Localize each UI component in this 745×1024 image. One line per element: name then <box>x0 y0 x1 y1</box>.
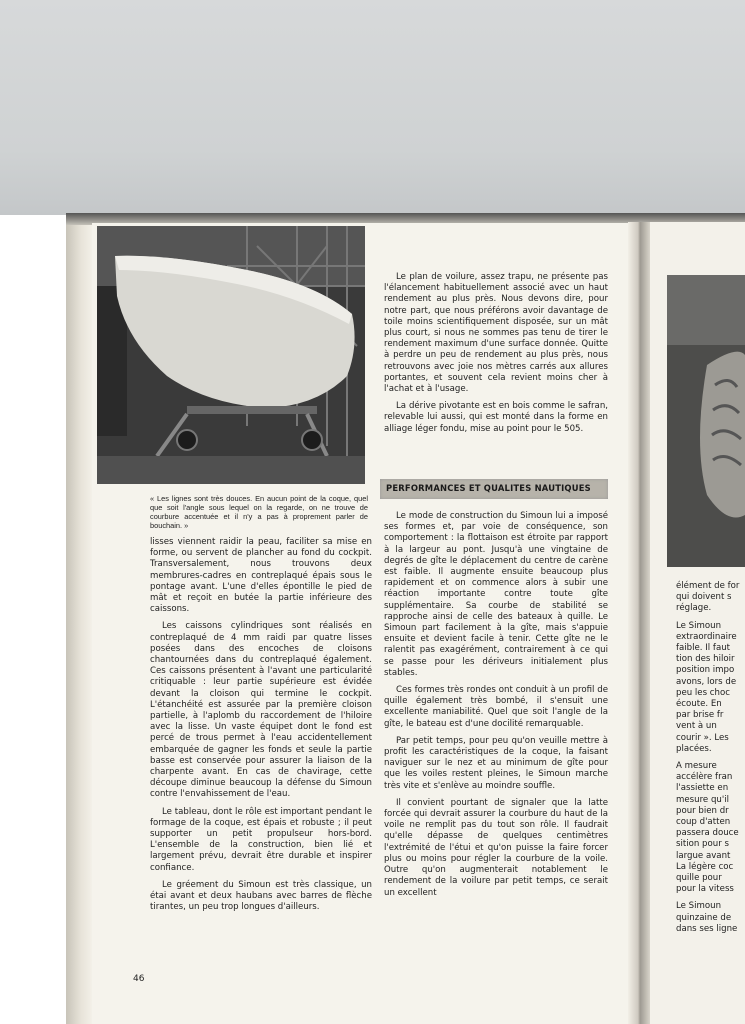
paragraph: La dérive pivotante est en bois comme le safran, relevable lui aussi, qui est monté dans la forme en alliage léger fondu, mise au point pour le 505. <box>384 401 608 434</box>
page-stack-edge <box>66 225 92 1024</box>
peek-line: passera douce <box>676 828 739 839</box>
peek-line: par brise fr <box>676 710 724 721</box>
photo-caption: « Les lignes sont très douces. En aucun point de la coque, quel que soit l'angle sous lequel on la regarde, on ne trouve de courbure accentuée et il n'y a pas à proprement parler de bouchain. » <box>150 494 368 530</box>
peek-line: dans ses ligne <box>676 923 738 934</box>
peek-line: avons, lors de <box>676 676 737 687</box>
peek-line: La légère coc <box>676 861 734 872</box>
peek-line: extraordinaire <box>676 631 737 642</box>
peek-line: qui doivent s <box>676 592 732 603</box>
peek-line: largue avant <box>676 850 731 861</box>
peek-line: pour la vitess <box>676 884 734 895</box>
right-column-bottom <box>384 511 608 905</box>
paragraph: Il convient pourtant de signaler que la latte forcée qui devrait assurer la courbure du haut de la voile ne remplit pas du tout son rôle. Il faudrait qu'elle dépasse de quelques centimètres l'extrémité de l'étui et qu'on puisse la faire forcer plus ou moins pour régler la courbure de la voile. Outre qu'on augmenterait notablement le rendement de la voilure par petit temps, ce serait un excellent <box>384 797 608 898</box>
peek-line: l'assiette en <box>676 783 729 794</box>
peek-line: réglage. <box>676 603 712 614</box>
paragraph: Par petit temps, pour peu qu'on veuille mettre à profit les caractéristiques de la coque, la faisant naviguer sur le nez et au minimum de gîte pour que les voiles restent pleines, le Simoun marche très vite et s'enlève au moindre souffle. <box>384 735 608 791</box>
peek-line: vent à un <box>676 721 717 732</box>
peek-line: peu les choc <box>676 687 730 698</box>
left-column <box>150 537 372 920</box>
peek-line: Le Simoun <box>676 620 722 631</box>
peek-line: accélère fran <box>676 772 733 783</box>
peek-line: pour bien dr <box>676 805 729 816</box>
peek-line: tion des hiloir <box>676 654 735 665</box>
paragraph: lisses viennent raidir la peau, faciliter sa mise en forme, ou servent de plancher au fond du cockpit. Transversalement, nous trouvons deux membrures-cadres en contreplaqué épais sous le pontage avant. L'une d'elles épontille le pied de mât et reçoit en butée la partie inférieure des caissons. <box>150 537 372 615</box>
peek-paragraph <box>676 761 745 895</box>
peek-line: Le Simoun <box>676 901 722 912</box>
peek-line: courir ». Les <box>676 732 729 743</box>
page-gutter <box>628 222 650 1024</box>
peek-paragraph <box>676 901 745 935</box>
peek-line: coup d'atten <box>676 817 731 828</box>
peek-line: quille pour <box>676 873 722 884</box>
peek-line: élément de for <box>676 581 740 591</box>
boat-hull-photo <box>97 226 365 484</box>
peek-line: écoute. En <box>676 699 722 710</box>
peek-line: placées. <box>676 743 712 754</box>
peek-line: position impo <box>676 665 735 676</box>
peek-paragraph <box>676 621 745 755</box>
scanner-background <box>0 0 745 215</box>
peek-line: A mesure <box>676 761 717 772</box>
peek-line: quinzaine de <box>676 912 732 923</box>
paragraph: Ces formes très rondes ont conduit à un profil de quille également très bombé, il s'ensuit une excellente maniabilité. Quel que soit l'angle de la gîte, le bateau est d'une docilité remarquable. <box>384 685 608 729</box>
peek-line: faible. Il faut <box>676 643 731 654</box>
paragraph: Les caissons cylindriques sont réalisés en contreplaqué de 4 mm raidi par quatre lisses posées dans des encoches de cloisons chantournées dans du contreplaqué également. Ces caissons présentent à l'avant une particularité critiquable : leur partie supérieure est évidée devant la cloison qui termine le cockpit. L'étanchéité est assurée par la première cloison partielle, à l'aplomb du raccordement de l'hiloire avec la lisse. Un vaste équipet dont le fond est percé de trous permet à l'eau accidentellement embarquée de gagner les fonds et seule la partie basse est conservée pour assurer la liaison de la charpente avant. En cas de chavirage, cette découpe diminue beaucoup la défense du Simoun contre l'envahissement de l'eau. <box>150 621 372 800</box>
right-page-text <box>676 581 745 941</box>
right-page-photo <box>667 275 745 567</box>
peek-paragraph <box>676 581 745 615</box>
section-heading <box>380 479 608 499</box>
paragraph: Le gréement du Simoun est très classique, un étai avant et deux haubans avec barres de flèche tirantes, un peu trop longues d'ailleurs. <box>150 879 372 913</box>
paragraph: Le plan de voilure, assez trapu, ne présente pas l'élancement habituellement associé avec un haut rendement au plus près. Nous devons dire, pour notre part, que nous préférons avoir davantage de toile moins scientifiquement disposée, sur un mât plus court, si nous ne sommes pas tenu de tirer le rendement maximum d'une surface donnée. Quitte à perdre un peu de rendement au plus près, nous retrouvons avec joie nos mètres carrés aux allures portantes, et souvent cela revient moins cher à l'achat et à l'usage. <box>384 272 608 395</box>
peek-line: mesure qu'il <box>676 794 729 805</box>
section-heading-text: PERFORMANCES ET QUALITES NAUTIQUES <box>386 483 591 493</box>
paragraph: Le tableau, dont le rôle est important pendant le formage de la coque, est épais et robuste ; il peut supporter un petit propulseur hors-bord. L'ensemble de la construction, bien lié et largement prévu, devrait être durable et inspirer confiance. <box>150 806 372 873</box>
right-column-top <box>384 272 608 441</box>
paragraph: Le mode de construction du Simoun lui a imposé ses formes et, par voie de conséquence, son comportement : la flottaison est étroite par rapport à la largeur au pont. Jusqu'à une vingtaine de degrés de gîte le déplacement du centre de carène est faible. Il augmente ensuite beaucoup plus rapidement et on commence alors à subir une réaction importante contre toute gîte supplémentaire. Sa courbe de stabilité se rapproche ainsi de celle des bateaux à quille. Le Simoun part facilement à la gîte, mais s'appuie ensuite et devient facile à tenir. Cette gîte ne le ralentit pas exagérément, contrairement à ce qui se passe pour les dériveurs initialement plus stables. <box>384 511 608 678</box>
page-number: 46 <box>133 974 145 984</box>
peek-line: sition pour s <box>676 839 729 850</box>
